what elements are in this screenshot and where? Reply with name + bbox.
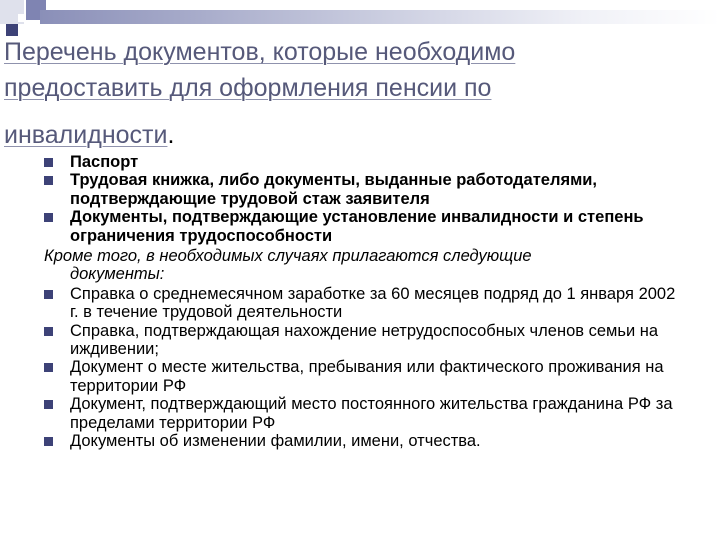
list-item [44, 322, 684, 359]
header-gradient-bar [40, 10, 720, 24]
list-item [44, 171, 684, 208]
list-item-text: Справка о среднемесячном заработке за 60 месяцев подряд до 1 января 2002 г. в течение трудовой деятельности [70, 284, 676, 322]
note-line-1: Кроме того, в необходимых случаях прилагаются следующие [44, 247, 532, 266]
list-item-text: Документы об изменении фамилии, имени, отчества. [70, 432, 481, 451]
list-item [44, 208, 684, 245]
list-item-text: Документ о месте жительства, пребывания или фактического проживания на территории РФ [70, 358, 664, 395]
list-item [44, 432, 684, 450]
slide-title [4, 34, 704, 153]
list-item-text: Документы, подтверждающие установление инвалидности и степень ограничения трудоспособности [70, 208, 644, 245]
square-bullet-icon [44, 400, 53, 409]
note-text [44, 247, 684, 284]
list-item [44, 395, 684, 432]
square-bullet-icon [44, 176, 53, 185]
list-item [44, 358, 684, 395]
list-item [44, 285, 684, 322]
list-item-text: Документ, подтверждающий место постоянного жительства гражданина РФ за пределами территории РФ [70, 395, 673, 432]
square-bullet-icon [44, 158, 53, 167]
square-bullet-icon [44, 290, 53, 299]
list-item-text: Трудовая книжка, либо документы, выданные работодателями, подтверждающие трудовой стаж заявителя [70, 171, 598, 208]
square-bullet-icon [44, 327, 53, 336]
title-line-2: предоставить для оформления пенсии по [4, 74, 492, 102]
note-line-2: документы: [70, 265, 165, 284]
title-period: . [167, 121, 175, 149]
decor-square [18, 14, 26, 22]
title-line-1: Перечень документов, которые необходимо [4, 38, 516, 66]
list-item-text: Справка, подтверждающая нахождение нетрудоспособных членов семьи на иждивении; [70, 321, 659, 359]
square-bullet-icon [44, 363, 53, 372]
document-list [44, 153, 684, 451]
title-line-3: инвалидности [4, 121, 168, 149]
list-item [44, 153, 684, 171]
list-item-text: Паспорт [70, 153, 139, 171]
square-bullet-icon [44, 437, 53, 446]
square-bullet-icon [44, 213, 53, 222]
